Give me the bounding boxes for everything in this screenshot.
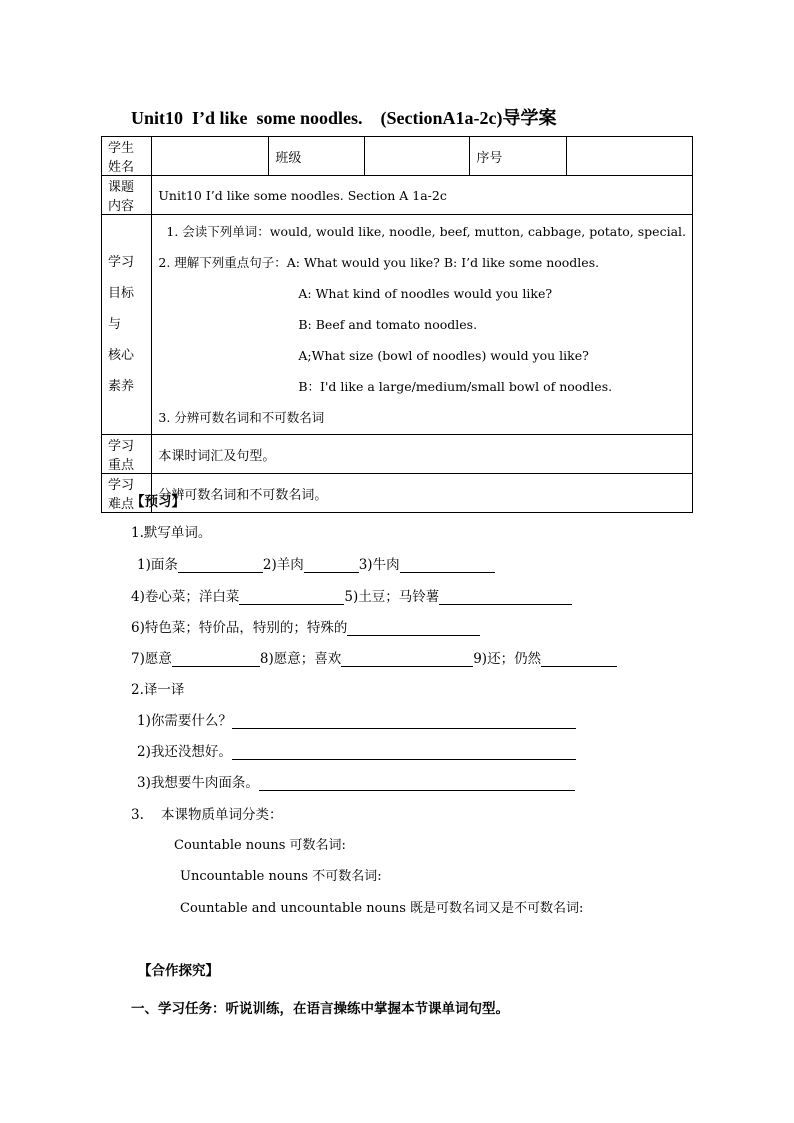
answer-blank[interactable]	[341, 652, 473, 667]
task3-title: 3. 本课物质单词分类：	[131, 807, 283, 823]
class-field[interactable]	[365, 137, 470, 176]
word-label: 6)特色菜；特价品，特别的；特殊的	[131, 620, 348, 636]
word-label: 2)羊肉	[262, 557, 304, 573]
translation-row	[137, 771, 575, 791]
word-label: 1)面条	[137, 557, 178, 573]
answer-blank[interactable]	[239, 590, 344, 605]
difficulties-value: 分辨可数名词和不可数名词。	[152, 474, 693, 513]
word-label: 8)愿意；喜欢	[259, 651, 342, 667]
table-row	[102, 435, 693, 474]
answer-blank[interactable]	[347, 621, 480, 636]
answer-blank[interactable]	[232, 745, 576, 760]
answer-blank[interactable]	[172, 652, 260, 667]
preview-heading: 【预习】	[131, 494, 185, 510]
word-row-3	[131, 616, 480, 636]
table-row	[102, 215, 693, 435]
translation-row	[137, 709, 576, 729]
translation-row	[137, 740, 576, 760]
objective-line: 3. 分辨可数名词和不可数名词	[158, 410, 325, 425]
word-row-4	[131, 647, 617, 667]
document-title: Unit10 I’d like some noodles. (SectionA1a-2c)导学案	[131, 108, 557, 128]
objectives-label-line: 与	[108, 317, 122, 332]
objectives-label-line: 学习目标	[108, 255, 135, 301]
translation-prompt: 1)你需要什么？	[137, 713, 232, 729]
answer-blank[interactable]	[439, 590, 572, 605]
uncountable-nouns-label: Uncountable nouns 不可数名词:	[180, 869, 382, 884]
word-label: 7)愿意	[131, 651, 172, 667]
table-row	[102, 176, 693, 215]
student-name-label: 学生姓名	[102, 137, 152, 176]
objective-line: 2. 理解下列重点句子：A: What would you like? B: I’d like some noodles.	[158, 255, 600, 270]
cooperate-heading: 【合作探究】	[138, 963, 219, 979]
answer-blank[interactable]	[304, 558, 359, 573]
objective-line: A;What size (bowl of noodles) would you like?	[298, 348, 589, 363]
key-points-value: 本课时词汇及句型。	[152, 435, 693, 474]
answer-blank[interactable]	[232, 714, 576, 729]
objective-line: A: What kind of noodles would you like?	[298, 286, 553, 301]
word-label: 4)卷心菜；洋白菜	[131, 589, 240, 605]
both-nouns-label: Countable and uncountable nouns 既是可数名词又是不可数名词:	[180, 901, 584, 916]
class-label: 班级	[269, 137, 365, 176]
student-name-field[interactable]	[152, 137, 269, 176]
countable-nouns-label: Countable nouns 可数名词:	[174, 838, 346, 853]
objective-line: B：I'd like a large/medium/small bowl of noodles.	[298, 379, 613, 394]
info-table	[101, 136, 693, 513]
seat-label: 序号	[470, 137, 567, 176]
objectives-content	[152, 215, 693, 435]
cooperate-task: 一、学习任务：听说训练，在语言操练中掌握本节课单词句型。	[131, 1001, 509, 1017]
answer-blank[interactable]	[178, 558, 263, 573]
topic-value: Unit10 I’d like some noodles. Section A 1a-2c	[152, 176, 693, 215]
word-label: 5)土豆；马铃薯	[344, 589, 440, 605]
task2-title: 2.译一译	[131, 682, 185, 698]
word-row-2	[131, 585, 572, 605]
seat-field[interactable]	[567, 137, 693, 176]
table-row	[102, 137, 693, 176]
objectives-label-line: 核心素养	[108, 348, 135, 394]
word-label: 3)牛肉	[358, 557, 400, 573]
answer-blank[interactable]	[259, 776, 575, 791]
table-row	[102, 474, 693, 513]
answer-blank[interactable]	[400, 558, 495, 573]
difficulties-label: 学习难点	[102, 474, 152, 513]
translation-prompt: 3)我想要牛肉面条。	[137, 775, 259, 791]
answer-blank[interactable]	[541, 652, 617, 667]
objective-line: 1. 会读下列单词：would, would like, noodle, beef, mutton, cabbage, potato, special.	[166, 224, 686, 239]
task1-title: 1.默写单词。	[131, 525, 212, 541]
translation-prompt: 2)我还没想好。	[137, 744, 232, 760]
objectives-label	[102, 215, 152, 435]
objective-line: B: Beef and tomato noodles.	[298, 317, 478, 332]
key-points-label: 学习重点	[102, 435, 152, 474]
word-row-1	[137, 553, 495, 573]
word-label: 9)还；仍然	[473, 651, 542, 667]
topic-label: 课题内容	[102, 176, 152, 215]
